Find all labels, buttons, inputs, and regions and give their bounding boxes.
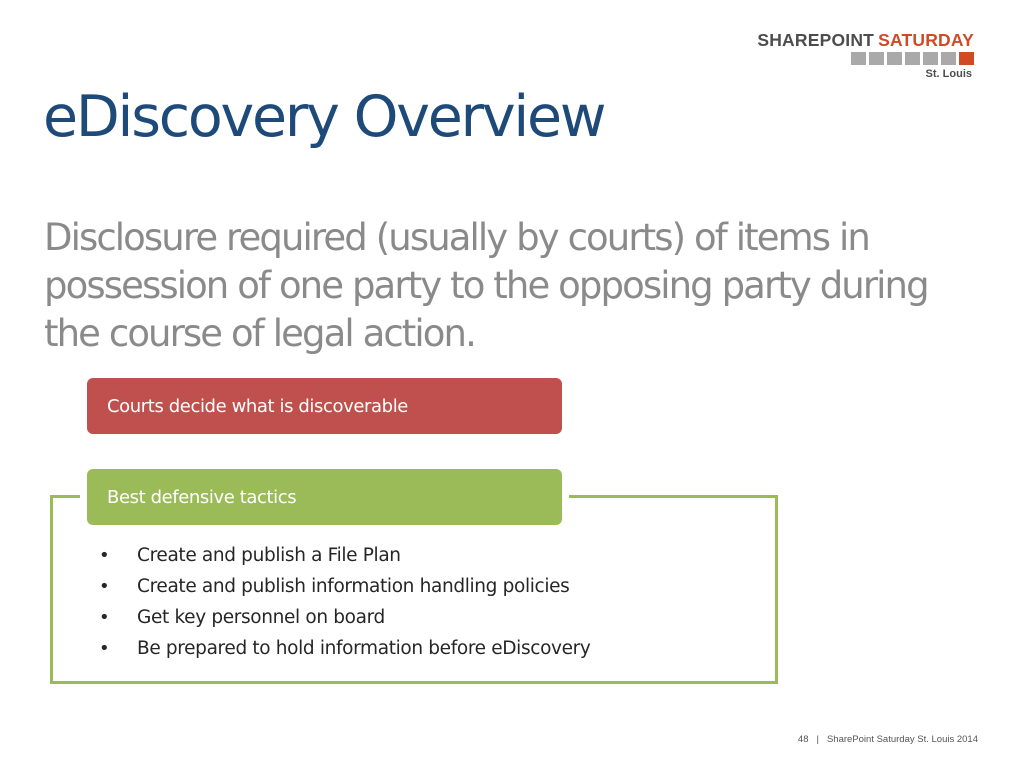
- tactics-header-label: Best defensive tactics: [107, 487, 297, 508]
- bullet-icon: •: [99, 545, 110, 566]
- list-item-text: Create and publish a File Plan: [137, 545, 401, 566]
- logo-block: [923, 52, 938, 65]
- slide-subtitle: Disclosure required (usually by courts) of items in possession of one party to the opposing party during the course of legal action.: [44, 216, 928, 355]
- tactics-header-box: [87, 469, 562, 525]
- logo-block: [941, 52, 956, 65]
- logo-wordmark-saturday: SATURDAY: [878, 30, 974, 50]
- tactics-list: [99, 540, 591, 664]
- sharepoint-saturday-logo: [724, 30, 974, 80]
- list-item: [99, 571, 591, 602]
- logo-city: St. Louis: [925, 68, 972, 80]
- list-item-text: Be prepared to hold information before eDiscovery: [137, 638, 591, 659]
- footer-separator: |: [816, 734, 819, 745]
- logo-block: [869, 52, 884, 65]
- logo-block: [887, 52, 902, 65]
- logo-block-accent: [959, 52, 974, 65]
- logo-block: [851, 52, 866, 65]
- list-item: [99, 633, 591, 664]
- list-item: [99, 540, 591, 571]
- courts-callout-label: Courts decide what is discoverable: [107, 396, 408, 417]
- slide-footer: [798, 734, 978, 745]
- logo-blocks: [851, 52, 974, 65]
- list-item: [99, 602, 591, 633]
- list-item-text: Create and publish information handling policies: [137, 576, 570, 597]
- logo-wordmark-sharepoint: SHAREPOINT: [757, 30, 875, 50]
- courts-callout-box: [87, 378, 562, 434]
- bullet-icon: •: [99, 576, 110, 597]
- page-number: 48: [797, 734, 809, 745]
- bullet-icon: •: [99, 607, 110, 628]
- logo-block: [905, 52, 920, 65]
- bullet-icon: •: [99, 638, 110, 659]
- logo-wordmark: [757, 30, 974, 50]
- slide-title: eDiscovery Overview: [43, 84, 605, 150]
- list-item-text: Get key personnel on board: [137, 607, 385, 628]
- footer-text: SharePoint Saturday St. Louis 2014: [826, 734, 978, 745]
